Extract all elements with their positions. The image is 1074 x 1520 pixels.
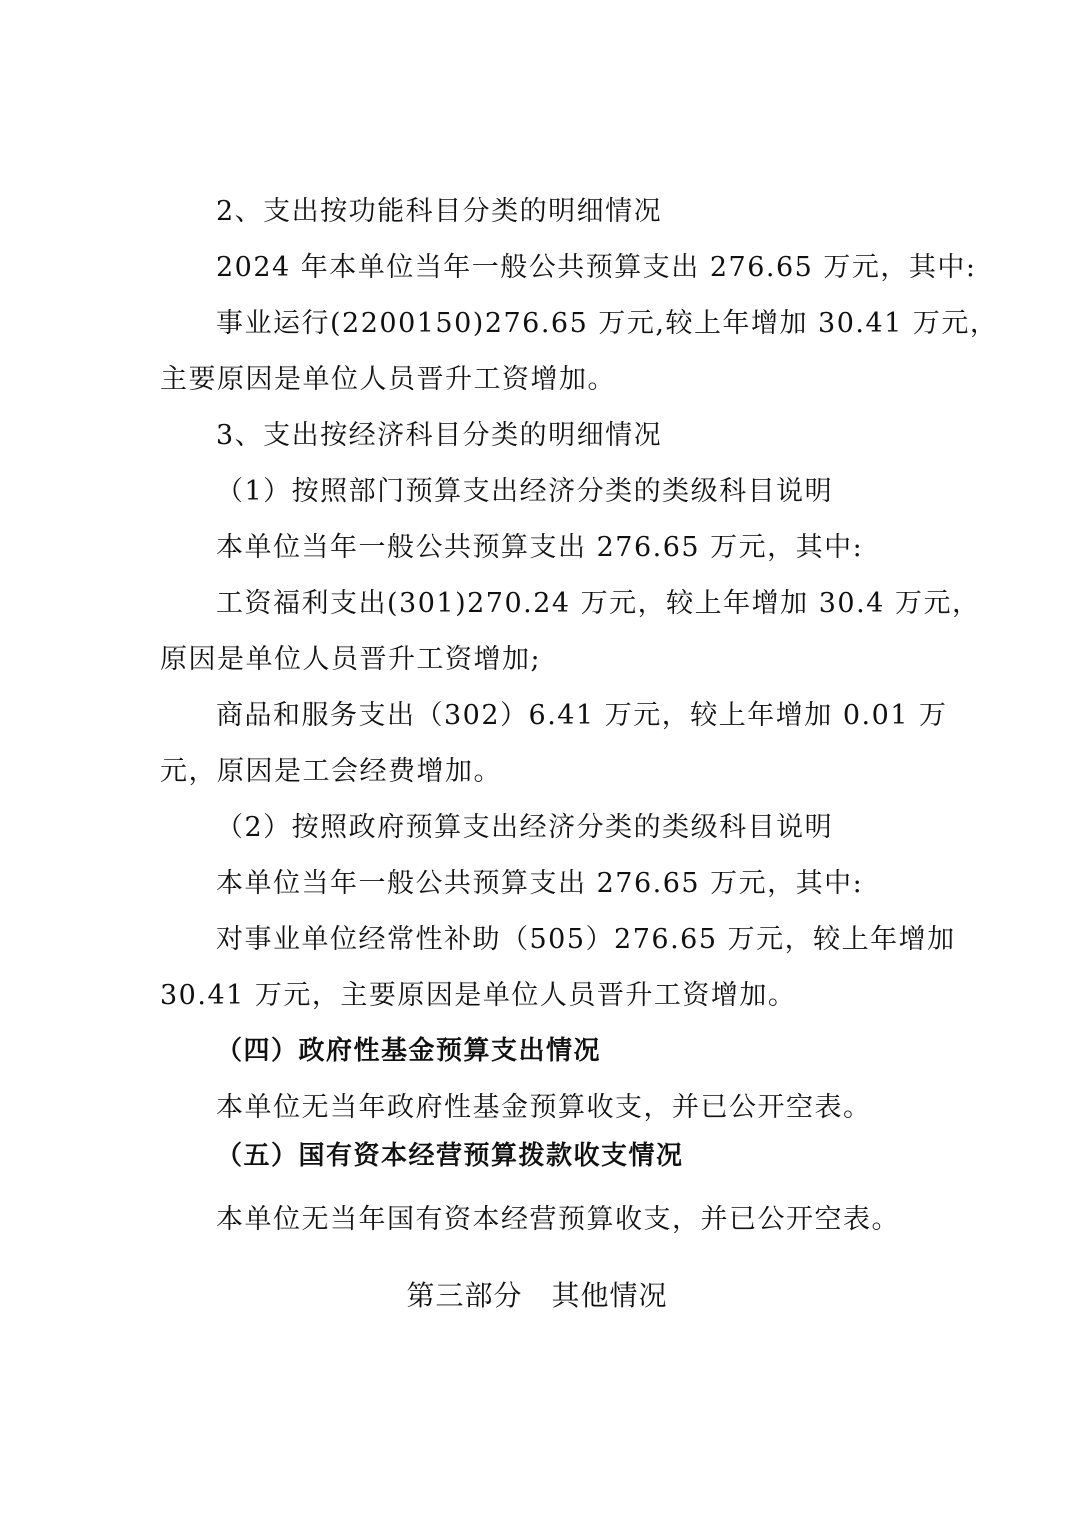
paragraph-line: 本单位当年一般公共预算支出 276.65 万元，其中:	[216, 868, 864, 899]
paragraph-line: 工资福利支出(301)270.24 万元，较上年增加 30.4 万元，	[216, 588, 981, 619]
subheading-department-budget: （1）按照部门预算支出经济分类的类级科目说明	[216, 476, 834, 507]
paragraph-line: 本单位无当年政府性基金预算收支，并已公开空表。	[216, 1092, 872, 1123]
paragraph-line: 事业运行(2200150)276.65 万元,较上年增加 30.41 万元，	[216, 308, 999, 339]
paragraph-line: 30.41 万元，主要原因是单位人员晋升工资增加。	[160, 980, 797, 1011]
heading-function-classification: 2、支出按功能科目分类的明细情况	[216, 196, 663, 227]
part-title: 第三部分 其他情况	[406, 1279, 668, 1312]
subheading-government-budget: （2）按照政府预算支出经济分类的类级科目说明	[216, 812, 834, 843]
paragraph-line: 元，原因是工会经费增加。	[160, 756, 502, 787]
heading-economic-classification: 3、支出按经济科目分类的明细情况	[216, 420, 663, 451]
paragraph-line: 本单位当年一般公共预算支出 276.65 万元，其中:	[216, 532, 864, 563]
paragraph-line: 商品和服务支出（302）6.41 万元，较上年增加 0.01 万	[216, 700, 948, 731]
section-heading-state-capital: （五）国有资本经营预算拨款收支情况	[216, 1141, 684, 1171]
paragraph-line: 本单位无当年国有资本经营预算收支，并已公开空表。	[216, 1204, 900, 1235]
paragraph-line: 对事业单位经常性补助（505）276.65 万元，较上年增加	[216, 924, 956, 955]
paragraph-line: 主要原因是单位人员晋升工资增加。	[160, 364, 616, 395]
paragraph-line: 原因是单位人员晋升工资增加;	[160, 644, 542, 675]
paragraph-line: 2024 年本单位当年一般公共预算支出 276.65 万元，其中:	[216, 252, 977, 283]
section-heading-government-fund: （四）政府性基金预算支出情况	[216, 1036, 602, 1066]
